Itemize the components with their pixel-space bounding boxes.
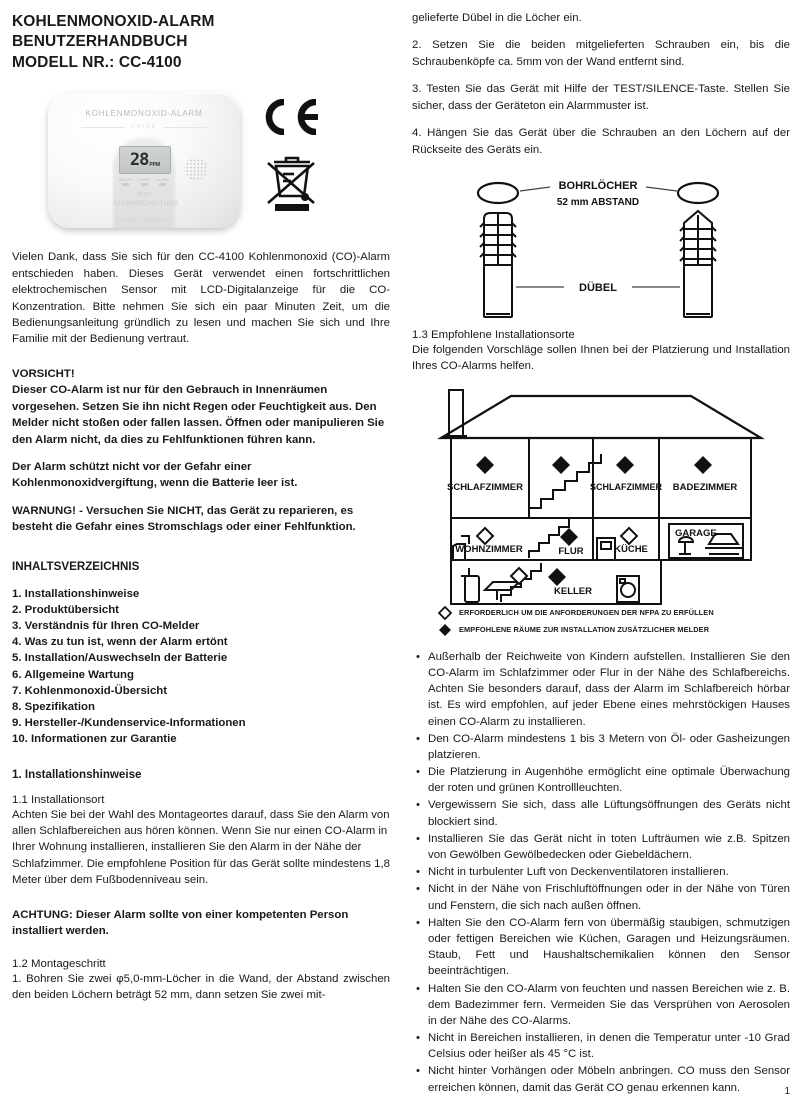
list-item: • Den CO-Alarm mindestens 1 bis 3 Metern von Öl- oder Gasheizungen platzieren.	[428, 731, 790, 763]
page-title	[12, 12, 390, 73]
list-item: • Außerhalb der Reichweite von Kindern aufstellen. Installieren Sie den CO-Alarm im Schlafzimmer oder Flur in der Nähe des Schlafbereichs. Achten Sie besonders darauf, dass der Alarm im Schlafbereich hörbar ist. Es wird empfohlen, auf jeder Ebene eines mehrstöckigen Hauses einen CO-Alarm zu installieren.	[428, 649, 790, 730]
room-label-living-room: WOHNZIMMER	[455, 543, 523, 555]
list-item: • Halten Sie den CO-Alarm von feuchten und nassen Bereichen wie z. B. dem Badezimmer fern. Vermeiden Sie das Versprühen von Aerosolen in der Nähe des CO-Alarms.	[428, 981, 790, 1030]
legend-required-text: ERFORDERLICH UM DIE ANFORDERUNGEN DER NFPA ZU ERFÜLLEN	[459, 608, 714, 618]
lcd-ppm-unit: PPM	[149, 162, 161, 169]
list-item: • Die Platzierung in Augenhöhe ermöglicht eine optimale Überwachung der roten und grünen Kontrollleuchten.	[428, 764, 790, 796]
weee-bin-icon	[262, 149, 322, 211]
toc-item[interactable]: 7. Kohlenmonoxid-Übersicht	[12, 684, 168, 697]
label-wall-anchor: DÜBEL	[579, 281, 617, 294]
marker-open	[477, 528, 493, 544]
product-photo-row	[12, 85, 390, 235]
house-placement-figure	[412, 386, 790, 608]
toc-item[interactable]: 1. Installationshinweise	[12, 587, 140, 600]
lifetime-label: 10 JAHRE LEBENSDAUER	[115, 217, 173, 223]
toc-item[interactable]: 3. Verständnis für Ihren CO-Melder	[12, 620, 200, 633]
room-label-bedroom-1: SCHLAFZIMMER	[447, 481, 523, 493]
led-dot-power	[141, 183, 148, 186]
co-alarm-device-image	[48, 93, 240, 228]
section-1-1-heading: 1.1 Installationsort	[12, 793, 105, 806]
title-line-1: KOHLENMONOXID-ALARM	[12, 13, 215, 30]
toc-item[interactable]: 5. Installation/Auswechseln der Batterie	[12, 652, 228, 665]
toc-item[interactable]: 4. Was zu tun ist, wenn der Alarm ertönt	[12, 636, 228, 649]
led-alarm: ALARM	[155, 178, 170, 186]
caution-text: Dieser CO-Alarm ist nur für den Gebrauch in Innenräumen vorgesehen. Setzen Sie ihn nicht Regen oder Feuchtigkeit aus. Den Melder nicht stoßen oder fallen lassen. Öffnen oder manipulieren Sie den Alarm nicht, da dies zu Fehlfunktionen führen kann.	[12, 384, 385, 446]
title-line-2: BENUTZERHANDBUCH	[12, 33, 188, 51]
step-2: 2. Setzen Sie die beiden mitgelieferten Schrauben ein, bis die Schraubenköpfe ca. 5mm von der Wand entfernt sind.	[412, 39, 790, 68]
room-label-kitchen: KÜCHE	[614, 543, 648, 555]
marker-filled	[552, 456, 570, 474]
repair-warning: WARNUNG! - Versuchen Sie NICHT, das Gerät zu reparieren, es besteht die Gefahr eines Stromschlags oder einer Fehlfunktion.	[12, 504, 356, 534]
section-1-3-text: Die folgenden Vorschläge sollen Ihnen bei der Platzierung und Installation Ihres CO-Alarms helfen.	[412, 343, 790, 373]
section-1-heading: 1. Installationshinweise	[12, 767, 142, 781]
attention-note: ACHTUNG: Dieser Alarm sollte von einer kompetenten Person installiert werden.	[12, 908, 349, 938]
led-health: HEALTH	[118, 178, 133, 186]
device-front-panel	[113, 137, 179, 228]
silence-button-label: STUMMSCHALTUNG	[113, 200, 179, 208]
right-column	[412, 8, 790, 1097]
marker-open	[621, 528, 637, 544]
list-item: • Nicht in Bereichen installieren, in denen die Temperatur unter -10 Grad Celsius oder heißer als 45 °C ist.	[428, 1030, 790, 1062]
marker-filled	[616, 456, 634, 474]
room-label-garage: GARAGE	[675, 527, 717, 539]
list-item: • Nicht in turbulenter Luft von Deckenventilatoren installieren.	[428, 864, 790, 880]
list-item: • Nicht hinter Vorhängen oder Möbeln anbringen. CO muss den Sensor erreichen können, damit das Gerät CO genau erkennen kann.	[428, 1063, 790, 1095]
list-item: • Installieren Sie das Gerät nicht in toten Lufträumen wie z.B. Spitzen von Gewölben Gewölbedecken oder Giebeldächern.	[428, 831, 790, 863]
legend-open-diamond-icon	[438, 606, 452, 620]
toc-heading: INHALTSVERZEICHNIS	[12, 559, 140, 573]
speaker-grille-icon	[182, 155, 210, 183]
section-1-3-heading: 1.3 Empfohlene Installationsorte	[412, 328, 575, 341]
section-1-2-heading: 1.2 Montageschritt	[12, 957, 106, 970]
placement-guidelines-list	[412, 649, 790, 1096]
table-of-contents	[12, 586, 390, 748]
led-dot-health	[122, 183, 129, 186]
ce-mark-icon	[262, 99, 326, 135]
list-item: • Nicht in der Nähe von Frischluftöffnungen oder in der Nähe von Türen und Fenstern, die sich nach außen öffnen.	[428, 881, 790, 913]
device-brand-label: KOHLENMONOXID-ALARM	[85, 109, 203, 119]
step-4: 4. Hängen Sie das Gerät über die Schrauben an den Löchern auf der Rückseite des Geräts ein.	[412, 127, 790, 156]
device-sub-logo: CDIOS	[131, 124, 157, 131]
marker-filled	[560, 528, 578, 546]
lcd-display	[119, 146, 171, 174]
title-line-3: MODELL NR.: CC-4100	[12, 53, 182, 71]
room-label-bedroom-2: SCHLAFZIMMER	[590, 481, 662, 492]
lcd-ppm-value: 28	[129, 150, 149, 171]
battery-warning: Der Alarm schützt nicht vor der Gefahr einer Kohlenmonoxidvergiftung, wenn die Batterie leer ist.	[12, 461, 298, 490]
room-label-hallway: FLUR	[558, 545, 584, 557]
led-dot-alarm	[159, 183, 166, 186]
list-item: • Halten Sie den CO-Alarm fern von übermäßig staubigen, schmutzigen oder fettigen Bereichen wie Küchen, Garagen und Heizungsräumen. Staub, Fett und Haushaltschemikalien können den Sensor beeinträchtigen.	[428, 915, 790, 980]
toc-item[interactable]: 9. Hersteller-/Kundenservice-Informationen	[12, 717, 246, 730]
section-1-2-step-1: 1. Bohren Sie zwei φ5,0-mm-Löcher in die Wand, der Abstand zwischen den beiden Löchern beträgt 52 mm, dann setzen Sie zwei mit-	[12, 972, 390, 1001]
page-number: 1	[784, 1086, 790, 1097]
toc-item[interactable]: 2. Produktübersicht	[12, 603, 119, 616]
step-3: 3. Testen Sie das Gerät mit Hilfe der TEST/SILENCE-Taste. Stellen Sie sicher, dass der Geräteton ein Alarmmuster ist.	[412, 83, 790, 112]
compliance-marks	[262, 99, 332, 211]
intro-paragraph: Vielen Dank, dass Sie sich für den CC-4100 Kohlenmonoxid (CO)-Alarm entschieden haben. Dieses Gerät verwendet einen fortschrittlichen elektrochemischen Sensor mit LCD-Digitalanzeige für die CO-Konzentration. Bitte nehmen Sie sich ein paar Minuten Zeit, um die Bedienungsanleitung gründlich zu lesen und machen Sie sich und Ihre Familie mit der Bedienung vertraut.	[12, 251, 390, 346]
room-label-basement: KELLER	[554, 585, 592, 597]
section-1-1-text: Achten Sie bei der Wahl des Montageortes darauf, dass Sie den Alarm von allen Schlafbereichen aus hören können. Wenn Sie nur einen CO-Alarm in Ihrer Wohnung installieren, installieren Sie den Alarm in der Nähe der Schlafzimmer. Die empfohlene Position für das Gerät sollte mindestens 1,8 Meter über dem Fußbodenniveau sein.	[12, 808, 390, 887]
caution-heading: VORSICHT!	[12, 367, 75, 380]
toc-item[interactable]: 10. Informationen zur Garantie	[12, 733, 177, 746]
marker-filled	[694, 456, 712, 474]
legend-filled-diamond-icon	[438, 623, 452, 637]
status-led-row	[118, 178, 170, 186]
toc-item[interactable]: 8. Spezifikation	[12, 701, 95, 713]
label-drill-holes: BOHRLÖCHER	[558, 179, 638, 192]
room-label-bathroom: BADEZIMMER	[672, 481, 738, 493]
toc-item[interactable]: 6. Allgemeine Wartung	[12, 668, 134, 681]
step-1-continued: gelieferte Dübel in die Löcher ein.	[412, 12, 582, 24]
legend-recommended-text: EMPFOHLENE RÄUME ZUR INSTALLATION ZUSÄTZLICHER MELDER	[459, 625, 710, 635]
test-button-label: TEST	[136, 192, 152, 199]
wall-anchor-figure	[412, 169, 790, 329]
figure-legend	[438, 606, 790, 637]
left-column	[12, 8, 390, 1097]
list-item: • Vergewissern Sie sich, dass alle Lüftungsöffnungen des Geräts nicht blockiert sind.	[428, 797, 790, 829]
marker-filled	[476, 456, 494, 474]
label-hole-distance: 52 mm ABSTAND	[556, 196, 640, 208]
marker-filled	[548, 568, 566, 586]
led-power: POWER	[137, 178, 152, 186]
